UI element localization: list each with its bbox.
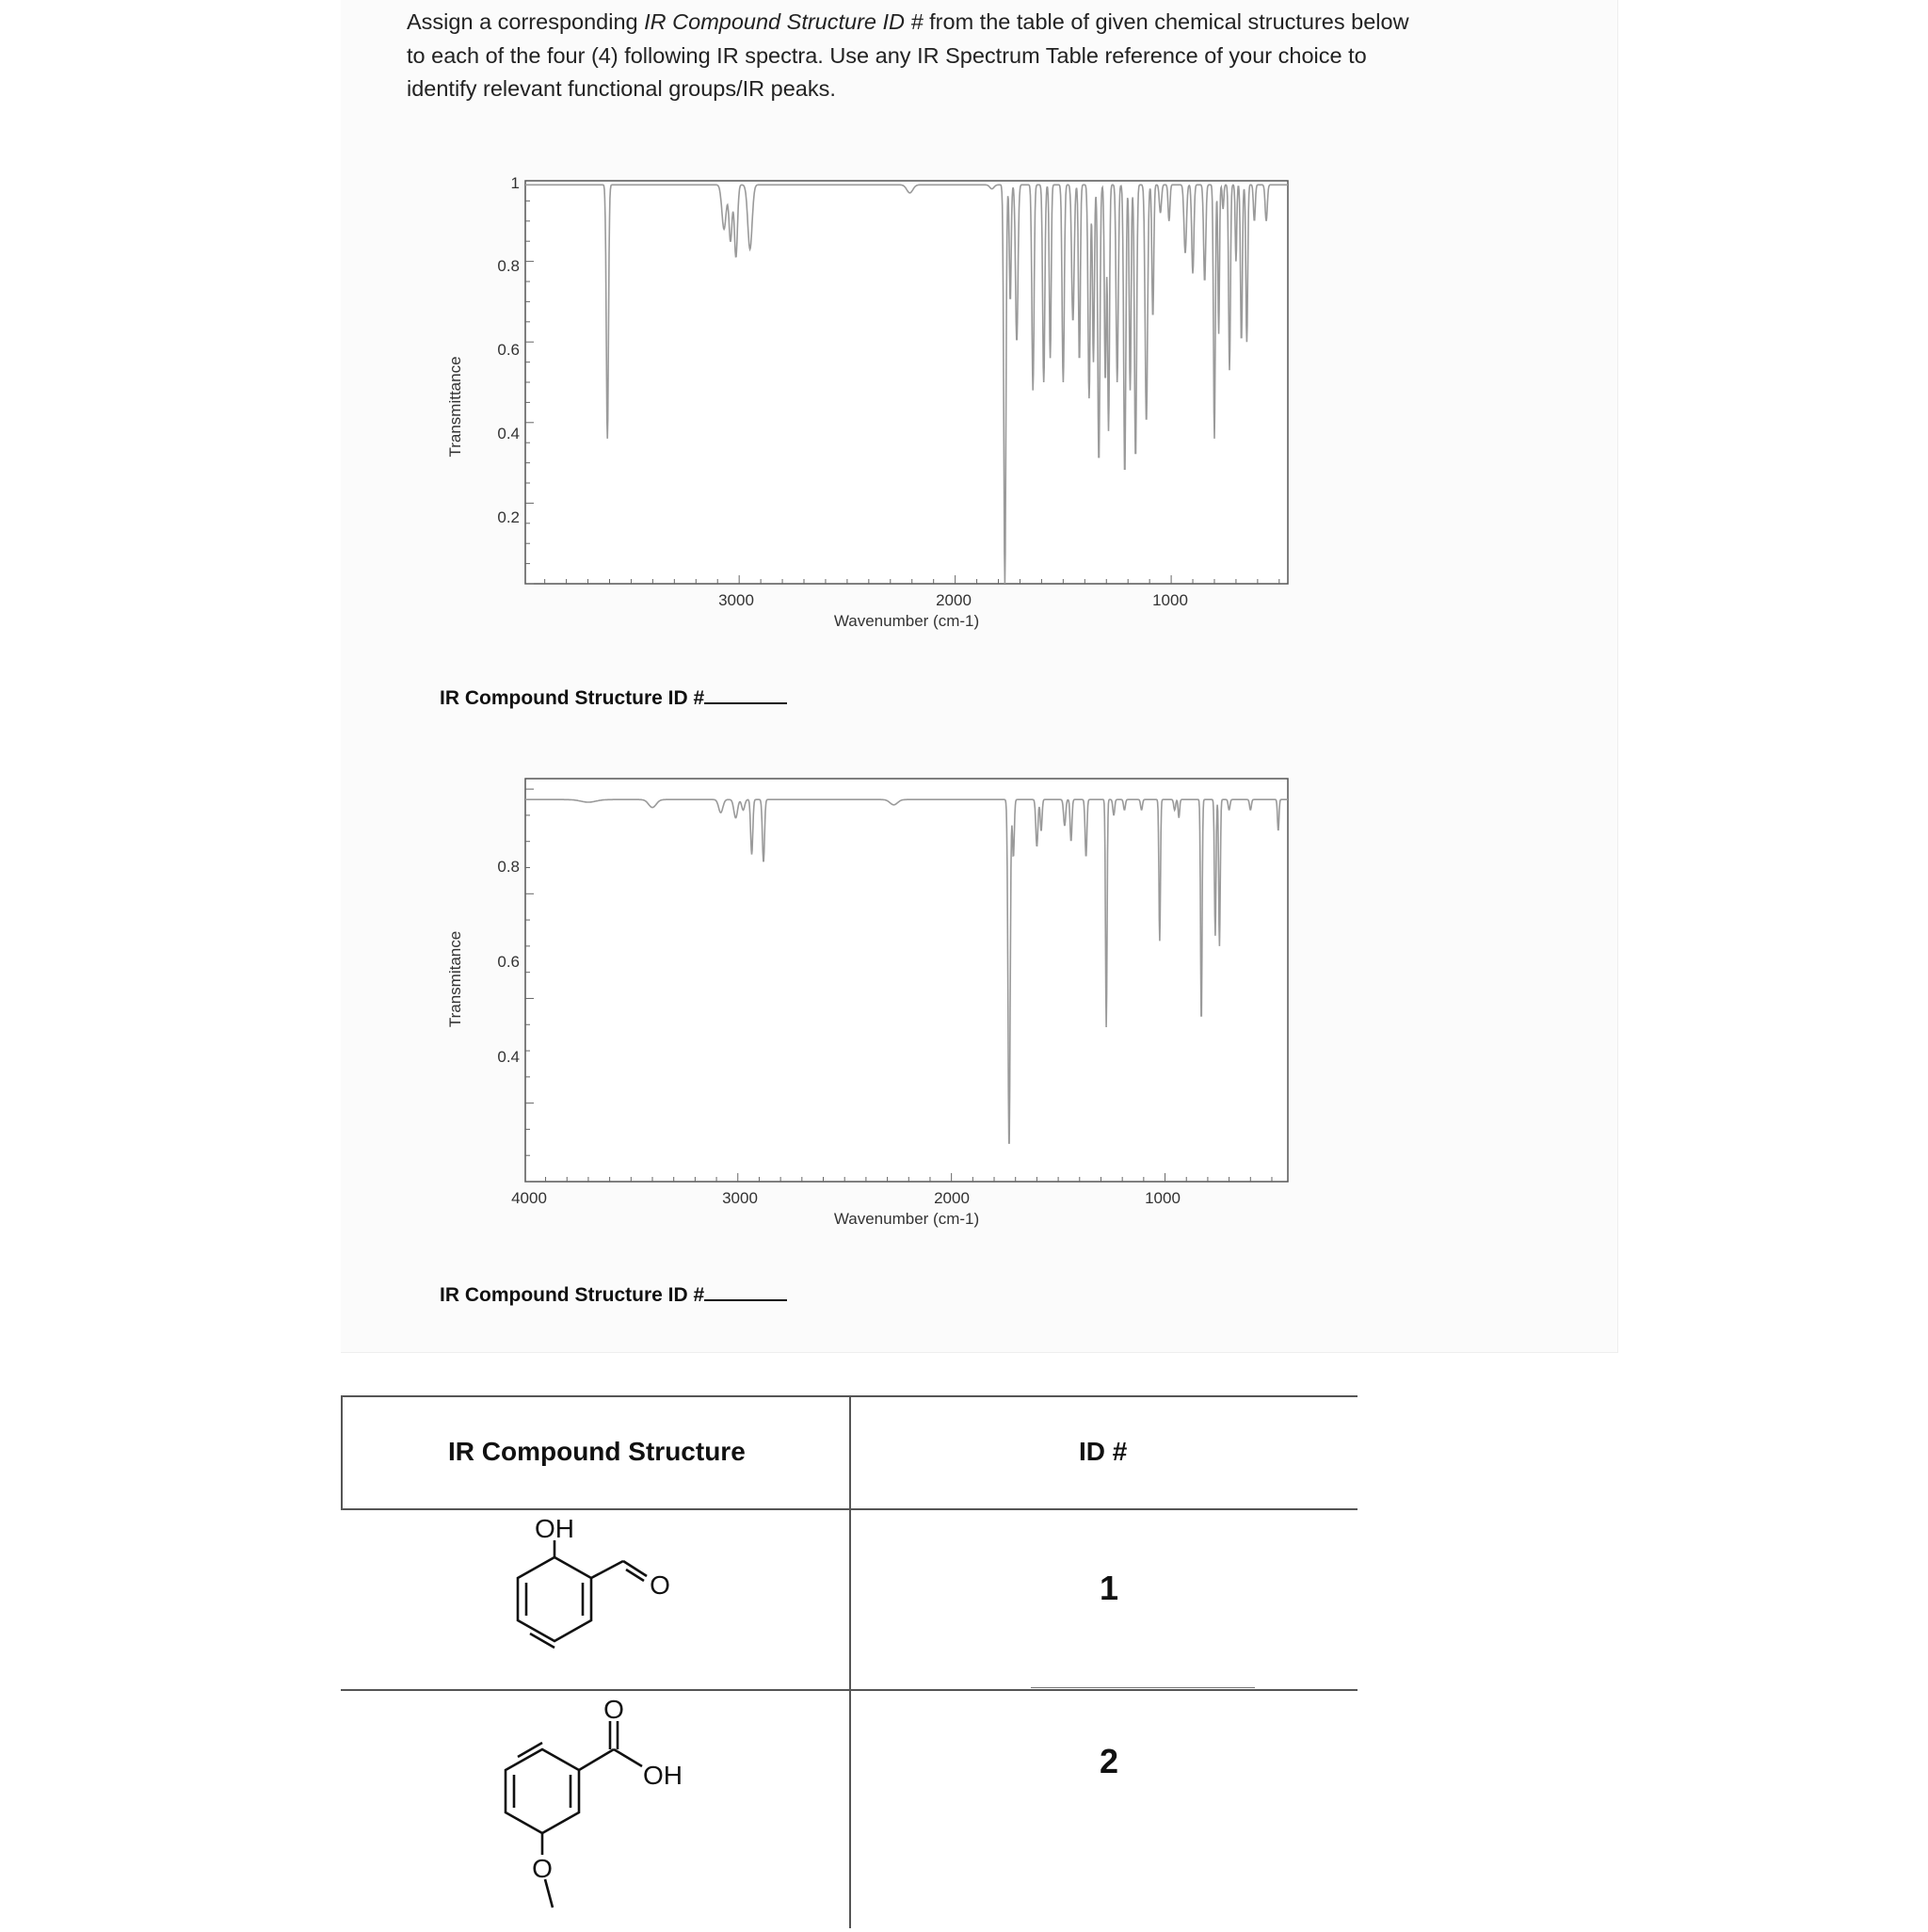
y-axis-label: Transmittance — [446, 356, 464, 458]
spectrum-2-plot — [433, 767, 1299, 1238]
bond — [579, 1749, 614, 1770]
ir-spectrum-1 — [433, 169, 1299, 645]
benzene-ring — [518, 1557, 591, 1648]
x-tick-label: 1000 — [1145, 1189, 1181, 1207]
y-tick-label: 0.4 — [497, 425, 520, 443]
instructions-text: Assign a corresponding IR Compound Structure ID # from the table of given chemical structures below to each of the four (4) following IR spectra. Use any IR Spectrum Table reference of your choice to identify relevant functional groups/IR peaks. — [407, 9, 1409, 101]
table-rule — [849, 1395, 851, 1928]
spectrum-1-plot — [433, 169, 1299, 640]
bond — [591, 1561, 623, 1578]
id-number: 2 — [1100, 1742, 1119, 1780]
atom-label: OH — [535, 1514, 574, 1543]
atom-label: O — [603, 1695, 624, 1724]
plot-frame — [525, 779, 1288, 1182]
answer-line-2[interactable]: IR Compound Structure ID # — [440, 1280, 787, 1307]
y-axis-label: Transmitance — [446, 930, 464, 1028]
y-tick-label: 0.6 — [497, 341, 520, 359]
column-header-structure: IR Compound Structure — [448, 1437, 746, 1466]
id-number: 1 — [1100, 1569, 1119, 1607]
answer-blank[interactable] — [704, 1280, 787, 1301]
x-tick-label: 4000 — [511, 1189, 547, 1207]
y-tick-label: 1 — [510, 174, 520, 192]
answer-blank[interactable] — [704, 684, 787, 704]
atom-label: O — [532, 1854, 553, 1883]
benzene-ring — [506, 1743, 579, 1833]
atom-label: OH — [643, 1761, 683, 1790]
x-tick-label: 3000 — [722, 1189, 758, 1207]
structure-salicylaldehyde — [501, 1512, 746, 1691]
x-tick-label: 2000 — [936, 591, 972, 609]
ir-spectrum-2 — [433, 767, 1299, 1243]
table-rule — [341, 1395, 343, 1510]
x-tick-label: 1000 — [1152, 591, 1188, 609]
x-tick-label: 3000 — [718, 591, 754, 609]
y-tick-label: 0.6 — [497, 953, 520, 971]
y-tick-label: 0.8 — [497, 858, 520, 876]
id-underline — [1031, 1687, 1255, 1688]
answer-line-1[interactable]: IR Compound Structure ID # — [440, 684, 787, 710]
x-axis-label: Wavenumber (cm-1) — [833, 1210, 980, 1228]
structure-table — [341, 1395, 1358, 1928]
plot-frame — [525, 181, 1288, 584]
y-tick-label: 0.2 — [497, 508, 520, 526]
y-tick-label: 0.4 — [497, 1048, 520, 1066]
x-tick-label: 2000 — [934, 1189, 970, 1207]
x-axis-label: Wavenumber (cm-1) — [833, 612, 980, 630]
atom-label: O — [650, 1570, 670, 1600]
bond — [545, 1879, 553, 1908]
y-tick-label: 0.8 — [497, 257, 520, 275]
structure-methoxybenzoic-acid — [491, 1693, 736, 1932]
column-header-id: ID # — [1079, 1437, 1128, 1466]
bond — [614, 1749, 642, 1766]
